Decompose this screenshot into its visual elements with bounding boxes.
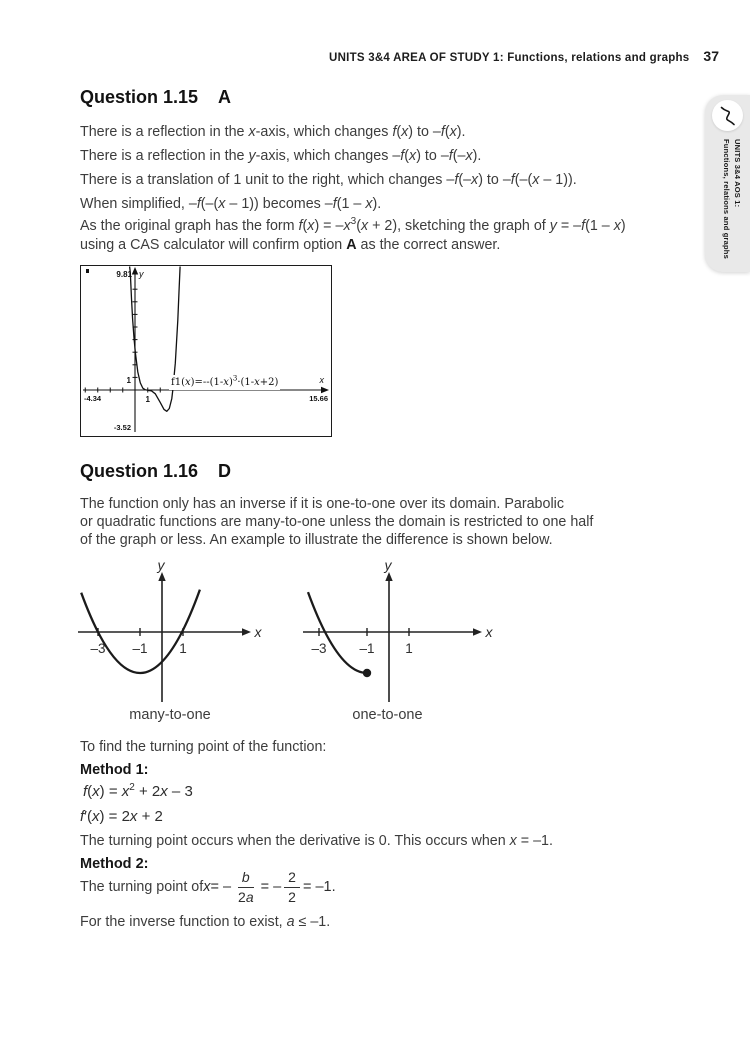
chapter-side-tab[interactable] xyxy=(705,95,750,272)
tick-label: 1 xyxy=(405,641,413,656)
fraction-denominator: 2a xyxy=(238,888,254,905)
x-axis-arrow xyxy=(242,628,251,635)
tab-text xyxy=(705,139,750,269)
turning-point-formula-line xyxy=(80,866,336,908)
paragraph-line: The function only has an inverse if it is one-to-one over its domain. Parabolic xyxy=(80,496,564,512)
y-axis-label: y xyxy=(157,557,165,573)
page-header xyxy=(329,48,719,64)
statement-line: There is a reflection in the y-axis, which changes –f(x) to –f(–x). xyxy=(80,148,482,164)
calculator-equation-label: $f1(x)=--(1-x)^3\cdot(1-x+2)$ xyxy=(171,374,279,388)
function-equation: $f(x) = x^2 + 2x - 3$ xyxy=(83,782,193,800)
endpoint-dot xyxy=(363,669,371,677)
x-min-label: -4.34 xyxy=(84,394,102,403)
derivative-equation: f′(x) = 2x + 2 xyxy=(80,808,163,825)
graph-caption-one-to-one: one-to-one xyxy=(352,707,423,723)
fraction-numerator: 2 xyxy=(284,869,300,887)
x-axis-label: x xyxy=(254,624,262,640)
x-unit-label: 1 xyxy=(145,395,150,404)
question-title: Question 1.15 xyxy=(80,87,199,107)
paragraph-line: using a CAS calculator will confirm option A as the correct answer. xyxy=(80,237,501,253)
tick-label: –3 xyxy=(311,641,327,656)
formula-prefix: The turning point of xyxy=(80,879,204,895)
answer-letter: D xyxy=(218,461,232,481)
question-title: Question 1.16 xyxy=(80,461,199,481)
y-axis-arrow xyxy=(158,572,165,581)
tab-icon-circle xyxy=(712,100,743,131)
question-1-16-heading xyxy=(80,461,231,482)
tab-text-line1: UNITS 3&4 AOS 1: xyxy=(733,139,742,208)
graph-caption-many-to-one: many-to-one xyxy=(129,707,211,723)
method-1-note: The turning point occurs when the derivative is 0. This occurs when x = –1. xyxy=(80,833,553,849)
screen-corner-mark xyxy=(86,269,89,273)
y-axis-arrow xyxy=(132,267,138,275)
statement-line: When simplified, –f(–(x – 1)) becomes –f(1 – x). xyxy=(80,196,382,212)
question-1-15-heading xyxy=(80,87,231,108)
q115-explanation-paragraph xyxy=(80,217,690,255)
q116-explanation-paragraph xyxy=(80,496,700,549)
fraction-2-over-2 xyxy=(284,869,300,904)
y-unit-label: 1 xyxy=(126,376,131,385)
tick-label: 1 xyxy=(179,641,187,656)
parabola-graph-one-to-one xyxy=(300,556,500,706)
fraction-numerator: b xyxy=(238,869,254,887)
cas-graph xyxy=(81,266,331,436)
fraction-denominator: 2 xyxy=(288,888,296,905)
answer-letter: A xyxy=(218,87,232,107)
equals-result: = –1. xyxy=(302,879,336,895)
conclusion-line: For the inverse function to exist, a ≤ –1. xyxy=(80,914,331,930)
paragraph-line: As the original graph has the form $f(x) = -x^3(x + 2)$, sketching the graph of y = –f(1 – x) xyxy=(80,216,626,234)
method-1-label: Method 1: xyxy=(80,762,149,778)
statement-line: There is a translation of 1 unit to the right, which changes –f(–x) to –f(–(x – 1)). xyxy=(80,172,577,188)
tab-text-line2: Functions, relations and graphs xyxy=(722,139,731,259)
paragraph-line: or quadratic functions are many-to-one unless the domain is restricted to one half xyxy=(80,513,594,530)
method-2-label: Method 2: xyxy=(80,856,149,872)
tick-label: –3 xyxy=(90,641,106,656)
x-max-label: 15.66 xyxy=(309,394,328,403)
x-axis-arrow xyxy=(321,387,329,393)
page-number: 37 xyxy=(703,48,719,64)
statement-line: There is a reflection in the x-axis, which changes f(x) to –f(x). xyxy=(80,124,466,140)
turning-point-intro: To find the turning point of the function: xyxy=(80,739,327,755)
parabola-graph-many-to-one xyxy=(75,556,265,706)
variable-x: x xyxy=(203,879,211,895)
tick-label: –1 xyxy=(132,641,148,656)
y-max-label: 9.81 xyxy=(116,270,132,279)
y-axis-label: y xyxy=(384,557,392,573)
header-title: UNITS 3&4 AREA OF STUDY 1: Functions, relations and graphs xyxy=(329,52,690,64)
paragraph-line: of the graph or less. An example to illustrate the difference is shown below. xyxy=(80,531,553,548)
fraction-b-over-2a xyxy=(234,869,258,904)
equals-minus: = – xyxy=(260,879,282,895)
y-axis-arrow xyxy=(385,572,392,581)
q115-statements xyxy=(80,120,577,216)
x-axis-label: x xyxy=(319,375,324,385)
cas-calculator-screenshot xyxy=(80,265,332,437)
y-axis-label: y xyxy=(139,269,144,279)
function-curve-icon xyxy=(712,100,743,131)
equals-minus: = – xyxy=(210,879,232,895)
x-axis-label: x xyxy=(485,624,493,640)
x-axis-arrow xyxy=(473,628,482,635)
tick-label: –1 xyxy=(359,641,375,656)
y-min-label: -3.52 xyxy=(113,423,131,432)
